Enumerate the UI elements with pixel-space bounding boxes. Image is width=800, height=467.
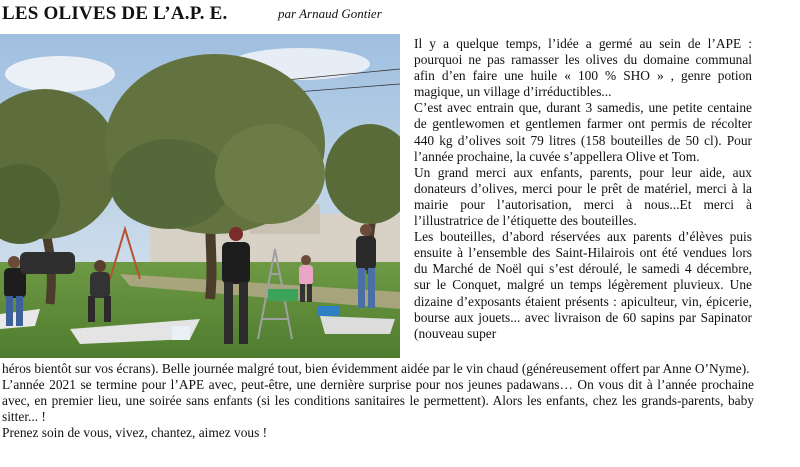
paragraph-thanks: Un grand merci aux enfants, parents, pour leur aide, aux donateurs d’olives, merci pour le prêt de matériel, merci à la mairie pour l’autorisation, merci à nous...Et merci à l’illustratrice de l’étiquette des bouteilles. (414, 164, 752, 229)
paragraph-market-continued: héros bientôt sur vos écrans). Belle journée malgré tout, bien évidemment aidée par le vin chaud (généreusement offert par Anne O’Nyme). (2, 361, 750, 376)
paragraph-year-end: L’année 2021 se termine pour l’APE avec, peut-être, une dernière surprise pour nos jeunes padawans… On vous dit à l’année prochaine avec, en premier lieu, une soirée sans enfants (si les conditions sanitaires le permettent). Alors les enfants, chez les grands-parents, baby sitter... ! (2, 377, 754, 425)
right-column-text (414, 36, 752, 342)
article-byline: par Arnaud Gontier (278, 6, 382, 21)
paragraph-harvest: C’est avec entrain que, durant 3 samedis, une petite centaine de gentlewomen et gentlemen farmer ont permis de récolter 440 kg d’olives soit 79 litres (158 bouteilles de 50 cl). Pour l’année prochaine, la cuvée s’appellera Olive et Tom. (414, 100, 752, 164)
article-title: LES OLIVES DE L’A.P. E. (2, 3, 228, 24)
paragraph-market: Les bouteilles, d’abord réservées aux parents d’élèves puis ensuite à l’ensemble des Saint-Hilairois ont été vendues lors du Marché de Noël qui s’est déroulé, le samedi 4 décembre, sur le Conquet, malgré un temps légèrement pluvieux. Une dizaine d’exposants étaient présents : apiculteur, vin, épicerie, bourse aux jouets... avec livraison de 60 sapins par Sapinator (nouveau super (414, 229, 752, 341)
bottom-text (2, 361, 754, 441)
paragraph-intro: Il y a quelque temps, l’idée a germé au sein de l’APE : pourquoi ne pas ramasser les olives du domaine communal afin d’en faire une huile « 100 % SHO » , genre potion magique, un village d’irréductibles... (414, 36, 752, 100)
photo-icon (0, 34, 400, 358)
olive-harvest-photo (0, 34, 400, 358)
paragraph-closing: Prenez soin de vous, vivez, chantez, aimez vous ! (2, 425, 268, 441)
